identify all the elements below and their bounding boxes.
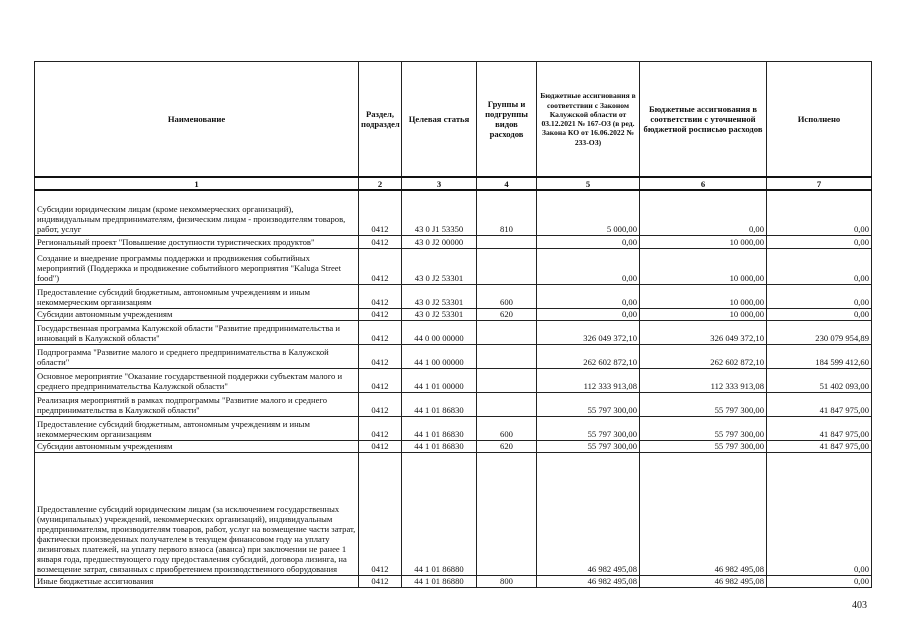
row-law-amount: 0,00	[537, 308, 640, 320]
row-roster-amount: 10 000,00	[640, 284, 767, 308]
row-group: 600	[477, 284, 537, 308]
table-row	[35, 416, 872, 440]
row-roster-amount: 46 982 495,08	[640, 452, 767, 575]
column-number: 3	[402, 177, 477, 190]
table-row	[35, 284, 872, 308]
row-law-amount: 55 797 300,00	[537, 392, 640, 416]
row-executed-amount: 0,00	[767, 575, 872, 587]
row-group	[477, 452, 537, 575]
row-executed-amount: 0,00	[767, 235, 872, 248]
row-law-amount: 46 982 495,08	[537, 575, 640, 587]
row-section: 0412	[359, 416, 402, 440]
row-name: Предоставление субсидий бюджетным, автономным учреждениям и иным некоммерческим организациям	[35, 416, 359, 440]
row-law-amount: 262 602 872,10	[537, 344, 640, 368]
header-law-appropriations: Бюджетные ассигнования в соответствии с Законом Калужской области от 03.12.2021 № 167-ОЗ (в ред. Закона КО от 16.06.2022 № 233-ОЗ)	[537, 62, 640, 178]
row-roster-amount: 262 602 872,10	[640, 344, 767, 368]
row-article: 44 1 01 86880	[402, 575, 477, 587]
row-article: 44 1 01 86830	[402, 392, 477, 416]
row-section: 0412	[359, 452, 402, 575]
row-executed-amount: 51 402 093,00	[767, 368, 872, 392]
row-law-amount: 55 797 300,00	[537, 416, 640, 440]
row-law-amount: 326 049 372,10	[537, 320, 640, 344]
row-article: 44 1 00 00000	[402, 344, 477, 368]
row-name: Подпрограмма "Развитие малого и среднего предпринимательства в Калужской области"	[35, 344, 359, 368]
row-group: 620	[477, 308, 537, 320]
row-executed-amount: 0,00	[767, 190, 872, 235]
row-name: Реализация мероприятий в рамках подпрограммы "Развитие малого и среднего предпринимательства в Калужской области"	[35, 392, 359, 416]
row-section: 0412	[359, 368, 402, 392]
row-law-amount: 55 797 300,00	[537, 440, 640, 452]
row-executed-amount: 0,00	[767, 284, 872, 308]
row-name: Основное мероприятие "Оказание государственной поддержки субъектам малого и среднего предпринимательства Калужской области"	[35, 368, 359, 392]
column-number: 4	[477, 177, 537, 190]
table-row	[35, 248, 872, 284]
row-executed-amount: 0,00	[767, 308, 872, 320]
row-article: 44 1 01 86880	[402, 452, 477, 575]
row-section: 0412	[359, 320, 402, 344]
row-name: Субсидии юридическим лицам (кроме некоммерческих организаций), индивидуальным предпринимателям, физическим лицам - производителям товаров, работ, услуг	[35, 190, 359, 235]
row-name: Иные бюджетные ассигнования	[35, 575, 359, 587]
row-roster-amount: 10 000,00	[640, 308, 767, 320]
row-executed-amount: 230 079 954,89	[767, 320, 872, 344]
header-section: Раздел, подраздел	[359, 62, 402, 178]
header-target-article: Целевая статья	[402, 62, 477, 178]
row-name: Предоставление субсидий юридическим лицам (за исключением государственных (муниципальных) учреждений, некоммерческих организаций), индивидуальным предпринимателям, производителям товаров, работ, услуг на возмещение части затрат, фактически произведенных получателем в текущем финансовом году на уплату лизинговых платежей, на уплату первого взноса (аванса) при заключении не ранее 1 января года, предшествующего году предоставления субсидий, договора лизинга, на возмещение затрат, связанных с приобретением производственного оборудования	[35, 452, 359, 575]
column-number-row	[35, 177, 872, 190]
row-group: 800	[477, 575, 537, 587]
row-roster-amount: 10 000,00	[640, 248, 767, 284]
row-roster-amount: 112 333 913,08	[640, 368, 767, 392]
row-article: 43 0 J2 00000	[402, 235, 477, 248]
row-roster-amount: 10 000,00	[640, 235, 767, 248]
row-section: 0412	[359, 575, 402, 587]
row-group	[477, 248, 537, 284]
page-number: 403	[852, 600, 867, 611]
row-article: 44 0 00 00000	[402, 320, 477, 344]
row-roster-amount: 55 797 300,00	[640, 392, 767, 416]
column-number: 7	[767, 177, 872, 190]
row-executed-amount: 0,00	[767, 452, 872, 575]
table-row	[35, 320, 872, 344]
row-article: 44 1 01 86830	[402, 416, 477, 440]
row-executed-amount: 41 847 975,00	[767, 416, 872, 440]
header-roster-appropriations: Бюджетные ассигнования в соответствии с уточненной бюджетной росписью расходов	[640, 62, 767, 178]
header-executed: Исполнено	[767, 62, 872, 178]
row-article: 43 0 J2 53301	[402, 284, 477, 308]
budget-table	[34, 61, 872, 588]
row-section: 0412	[359, 190, 402, 235]
row-section: 0412	[359, 308, 402, 320]
header-expense-group: Группы и подгруппы видов расходов	[477, 62, 537, 178]
row-executed-amount: 0,00	[767, 248, 872, 284]
row-group	[477, 235, 537, 248]
row-group	[477, 344, 537, 368]
row-law-amount: 112 333 913,08	[537, 368, 640, 392]
table-row	[35, 392, 872, 416]
row-name: Предоставление субсидий бюджетным, автономным учреждениям и иным некоммерческим организациям	[35, 284, 359, 308]
row-article: 43 0 J1 53350	[402, 190, 477, 235]
row-roster-amount: 55 797 300,00	[640, 440, 767, 452]
row-group	[477, 392, 537, 416]
row-group: 600	[477, 416, 537, 440]
row-name: Создание и внедрение программы поддержки и продвижения событийных мероприятий (Поддержка и продвижение событийного мероприятия "Kaluga Street food")	[35, 248, 359, 284]
row-law-amount: 0,00	[537, 248, 640, 284]
row-section: 0412	[359, 248, 402, 284]
row-section: 0412	[359, 344, 402, 368]
row-group	[477, 368, 537, 392]
row-roster-amount: 55 797 300,00	[640, 416, 767, 440]
row-law-amount: 0,00	[537, 284, 640, 308]
row-roster-amount: 326 049 372,10	[640, 320, 767, 344]
row-law-amount: 0,00	[537, 235, 640, 248]
row-roster-amount: 0,00	[640, 190, 767, 235]
header-name: Наименование	[35, 62, 359, 178]
row-name: Субсидии автономным учреждениям	[35, 440, 359, 452]
table-body	[35, 190, 872, 587]
row-section: 0412	[359, 392, 402, 416]
row-name: Региональный проект "Повышение доступности туристических продуктов"	[35, 235, 359, 248]
header-row	[35, 62, 872, 178]
row-section: 0412	[359, 284, 402, 308]
table-row	[35, 190, 872, 235]
column-number: 5	[537, 177, 640, 190]
row-executed-amount: 184 599 412,60	[767, 344, 872, 368]
table-row	[35, 440, 872, 452]
row-name: Субсидии автономным учреждениям	[35, 308, 359, 320]
row-article: 43 0 J2 53301	[402, 248, 477, 284]
column-number: 6	[640, 177, 767, 190]
column-number: 2	[359, 177, 402, 190]
table-row	[35, 368, 872, 392]
row-law-amount: 46 982 495,08	[537, 452, 640, 575]
row-roster-amount: 46 982 495,08	[640, 575, 767, 587]
row-law-amount: 5 000,00	[537, 190, 640, 235]
row-section: 0412	[359, 440, 402, 452]
row-article: 44 1 01 86830	[402, 440, 477, 452]
row-section: 0412	[359, 235, 402, 248]
table-row	[35, 575, 872, 587]
row-executed-amount: 41 847 975,00	[767, 440, 872, 452]
row-group	[477, 320, 537, 344]
row-group: 620	[477, 440, 537, 452]
table-row	[35, 452, 872, 575]
table-row	[35, 308, 872, 320]
column-number: 1	[35, 177, 359, 190]
row-group: 810	[477, 190, 537, 235]
table-row	[35, 344, 872, 368]
row-article: 43 0 J2 53301	[402, 308, 477, 320]
row-executed-amount: 41 847 975,00	[767, 392, 872, 416]
table-row	[35, 235, 872, 248]
row-name: Государственная программа Калужской области "Развитие предпринимательства и инноваций в Калужской области"	[35, 320, 359, 344]
row-article: 44 1 01 00000	[402, 368, 477, 392]
